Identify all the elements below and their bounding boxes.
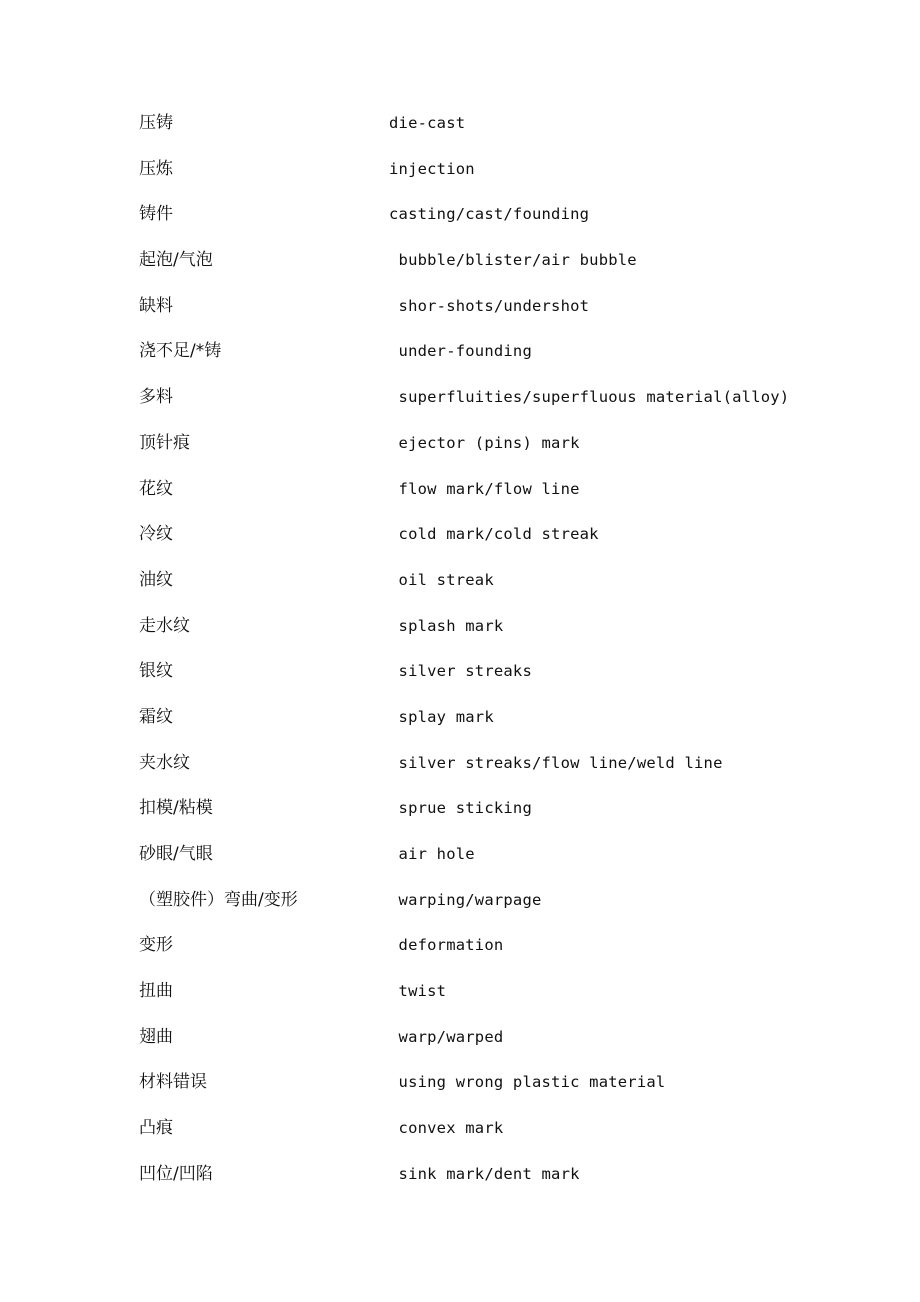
glossary-row xyxy=(139,467,839,513)
glossary-row xyxy=(139,284,839,330)
english-term: die-cast xyxy=(389,114,466,132)
chinese-term: 花纹 xyxy=(139,478,173,499)
english-term: convex mark xyxy=(389,1119,504,1138)
glossary-row xyxy=(139,512,839,558)
glossary-row xyxy=(139,329,839,375)
chinese-term: （塑胶件）弯曲/变形 xyxy=(139,889,298,910)
glossary-row xyxy=(139,1015,839,1061)
chinese-term: 扭曲 xyxy=(139,981,173,1002)
glossary-row xyxy=(139,741,839,787)
english-term: cold mark/cold streak xyxy=(389,525,599,544)
chinese-term: 多料 xyxy=(139,387,173,408)
english-term: air hole xyxy=(389,845,475,863)
english-term: warping/warpage xyxy=(389,890,542,909)
english-term: ejector (pins) mark xyxy=(389,433,580,452)
chinese-term: 霜纹 xyxy=(139,706,173,727)
chinese-term: 凸痕 xyxy=(139,1118,173,1139)
chinese-term: 夹水纹 xyxy=(139,752,190,773)
english-term: shor-shots/undershot xyxy=(389,296,590,315)
chinese-term: 缺料 xyxy=(139,295,173,316)
glossary-row xyxy=(139,1060,839,1106)
chinese-term: 走水纹 xyxy=(139,615,190,636)
chinese-term: 油纹 xyxy=(139,569,173,590)
glossary-row xyxy=(139,147,839,193)
glossary-row xyxy=(139,923,839,969)
glossary-row xyxy=(139,1106,839,1152)
english-term: deformation xyxy=(389,936,504,955)
glossary-row xyxy=(139,192,839,238)
glossary-row xyxy=(139,832,839,878)
english-term: splay mark xyxy=(389,707,494,726)
chinese-term: 顶针痕 xyxy=(139,432,190,453)
chinese-term: 银纹 xyxy=(139,661,173,682)
chinese-term: 浇不足/*铸 xyxy=(139,341,222,362)
glossary-row xyxy=(139,878,839,924)
chinese-term: 压铸 xyxy=(139,113,173,133)
glossary-list xyxy=(139,101,839,1198)
glossary-row xyxy=(139,786,839,832)
glossary-row xyxy=(139,649,839,695)
english-term: injection xyxy=(389,159,475,178)
glossary-row xyxy=(139,421,839,467)
chinese-term: 铸件 xyxy=(139,204,173,225)
glossary-row xyxy=(139,101,839,147)
english-term: silver streaks xyxy=(389,662,532,681)
chinese-term: 变形 xyxy=(139,935,173,956)
chinese-term: 凹位/凹陷 xyxy=(139,1163,213,1184)
glossary-row xyxy=(139,238,839,284)
english-term: using wrong plastic material xyxy=(389,1073,666,1092)
english-term: sprue sticking xyxy=(389,799,532,818)
chinese-term: 起泡/气泡 xyxy=(139,250,213,271)
english-term: silver streaks/flow line/weld line xyxy=(389,753,723,772)
chinese-term: 砂眼/气眼 xyxy=(139,844,213,864)
chinese-term: 材料错误 xyxy=(139,1072,207,1093)
english-term: bubble/blister/air bubble xyxy=(389,251,637,270)
glossary-row xyxy=(139,969,839,1015)
glossary-row xyxy=(139,375,839,421)
english-term: casting/cast/founding xyxy=(389,205,590,224)
chinese-term: 冷纹 xyxy=(139,524,173,545)
english-term: splash mark xyxy=(389,616,504,635)
english-term: sink mark/dent mark xyxy=(389,1164,580,1183)
glossary-row xyxy=(139,695,839,741)
english-term: under-founding xyxy=(389,342,532,361)
chinese-term: 压炼 xyxy=(139,158,173,179)
glossary-row xyxy=(139,558,839,604)
glossary-row xyxy=(139,604,839,650)
english-term: oil streak xyxy=(389,570,494,589)
chinese-term: 翅曲 xyxy=(139,1026,173,1047)
english-term: flow mark/flow line xyxy=(389,479,580,498)
english-term: twist xyxy=(389,982,447,1001)
glossary-row xyxy=(139,1152,839,1198)
english-term: warp/warped xyxy=(389,1027,504,1046)
english-term: superfluities/superfluous material(alloy) xyxy=(389,388,790,407)
chinese-term: 扣模/粘模 xyxy=(139,798,213,819)
